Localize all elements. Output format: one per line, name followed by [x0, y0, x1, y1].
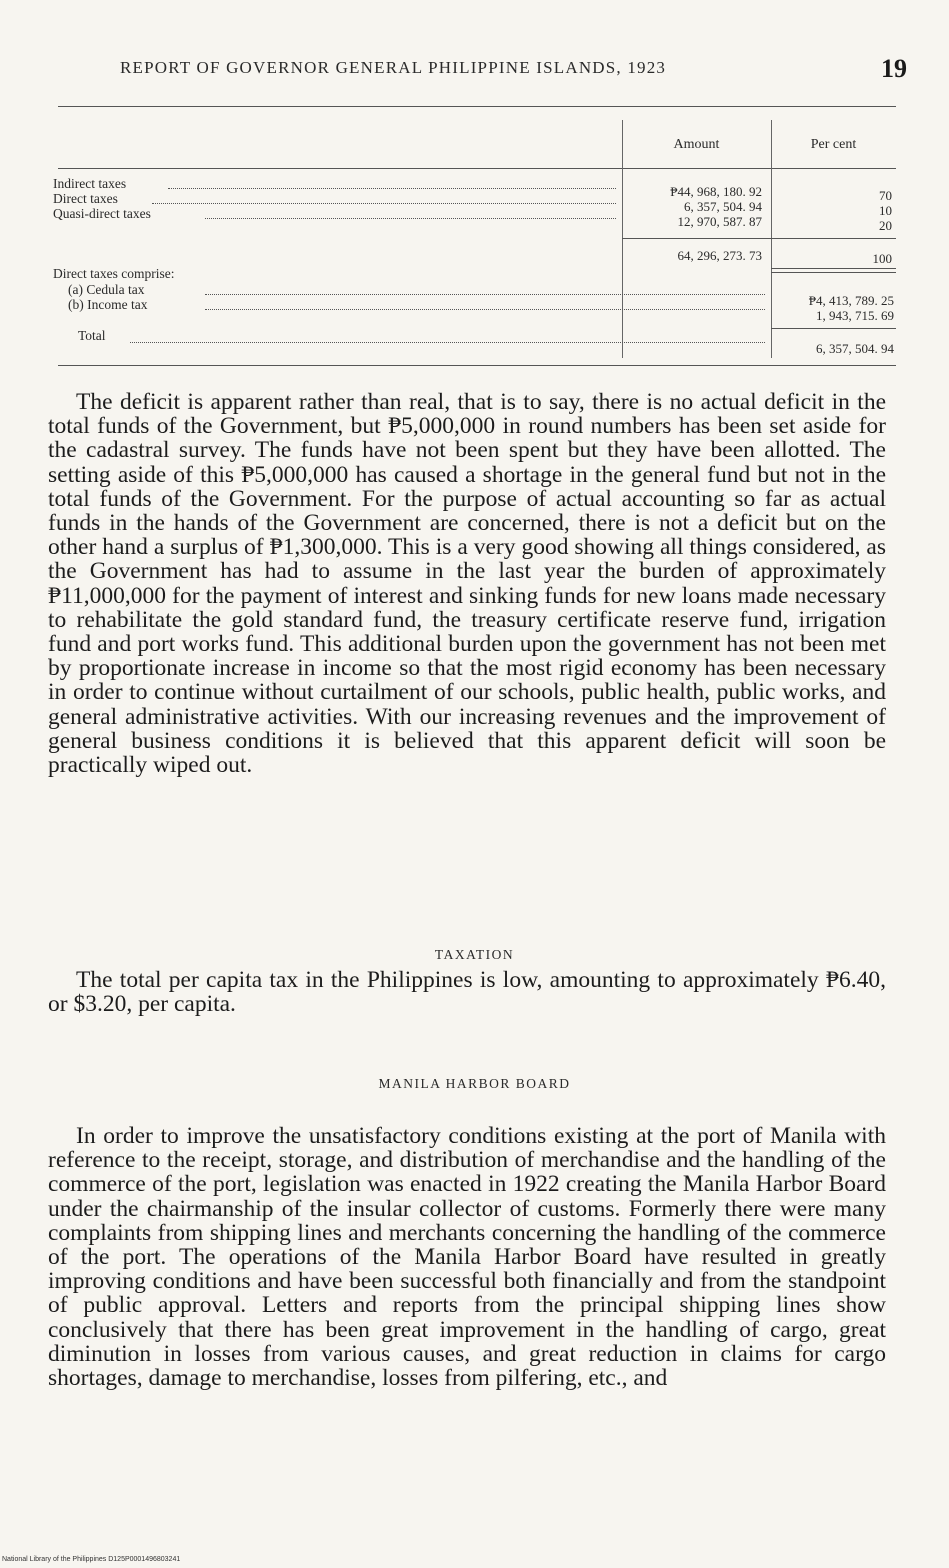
leader-dots	[130, 341, 765, 343]
table-divider-amount	[622, 120, 623, 358]
total-rule	[771, 328, 896, 329]
table-row-label: Quasi-direct taxes	[53, 206, 151, 221]
table-row-percent: 10	[879, 203, 892, 218]
paragraph-taxation: The total per capita tax in the Philippines is low, amounting to approximately ₱6.40, or $3.20, per capita.	[48, 967, 886, 1018]
direct-tax-value: ₱4, 413, 789. 25	[808, 293, 894, 308]
subtotal-rule	[622, 238, 896, 239]
scan-credit: National Library of the Philippines D125P0001496803241	[2, 1556, 181, 1563]
paragraph-harbor-board: In order to improve the unsatisfactory conditions existing at the port of Manila with reference to the receipt, storage, and distribution of merchandise and the handling of the commerce of the port, legislation was enacted in 1922 creating the Manila Harbor Board under the chairmanship of the insular collector of customs. Formerly there were many complaints from shipping lines and merchants concerning the handling of the commerce of the port. The operations of the Manila Harbor Board have resulted in greatly improving conditions and have been successful both financially and from the standpoint of public approval. Letters and reports from the principal shipping lines show conclusively that there has been great improvement in the handling of cargo, great diminution in losses from various causes, and great reduction in claims for cargo shortages, damage to merchandise, losses from pilfering, etc., and	[48, 1123, 886, 1392]
column-header-amount: Amount	[673, 137, 720, 152]
table-row-label: Indirect taxes	[53, 176, 127, 191]
direct-taxes-heading: Direct taxes comprise:	[53, 266, 175, 281]
paragraph-deficit: The deficit is apparent rather than real, that is to say, there is no actual deficit in the total funds of the Government, but ₱5,000,000 in round numbers has been set aside for the cadastral survey. The funds have not been spent but they have been allotted. The setting aside of this ₱5,000,000 has caused a shortage in the general fund but not in the total funds of the Government. For the purpose of actual accounting so far as actual funds in the hands of the Government are concerned, there is not a deficit but on the other hand a surplus of ₱1,300,000. This is a very good showing all things considered, as the Government has had to assume in the last year the burden of approximately ₱11,000,000 for the payment of interest and sinking funds for new loans made necessary to rehabilitate the gold standard fund, the treasury certificate reserve fund, irrigation fund and port works fund. This additional burden upon the government has not been met by proportionate increase in income so that the most rigid economy has been necessary in order to continue without curtailment of our schools, public health, public works, and general administrative activities. With our increasing revenues and the improvement of general business conditions it is believed that this apparent deficit will soon be practically wiped out.	[48, 389, 886, 779]
table-bottom-rule	[58, 365, 896, 366]
table-row-amount: 6, 357, 504. 94	[684, 199, 762, 214]
leader-dots	[205, 217, 616, 219]
direct-tax-value: 1, 943, 715. 69	[816, 308, 894, 323]
table-top-rule	[58, 106, 896, 107]
leader-dots	[168, 187, 616, 189]
section-heading-taxation: TAXATION	[434, 947, 515, 962]
direct-tax-label: (b) Income tax	[68, 297, 148, 312]
table-row-label: Direct taxes	[53, 191, 118, 206]
leader-dots	[152, 202, 616, 204]
total-label: Total	[78, 328, 106, 343]
section-heading-harbor-board: MANILA HARBOR BOARD	[378, 1076, 571, 1091]
table-row-amount: 12, 970, 587. 87	[677, 214, 762, 229]
total-value: 6, 357, 504. 94	[816, 341, 894, 356]
column-header-percent: Per cent	[810, 137, 857, 152]
table-row-percent: 20	[879, 218, 892, 233]
sum-amount: 64, 296, 273. 73	[677, 248, 762, 263]
leader-dots	[205, 293, 765, 295]
sum-double-rule	[771, 268, 896, 273]
leader-dots	[205, 308, 765, 310]
running-title: REPORT OF GOVERNOR GENERAL PHILIPPINE ISLANDS, 1923	[120, 58, 667, 77]
page-number: 19	[881, 54, 907, 83]
sum-percent: 100	[872, 251, 892, 266]
table-row-percent: 70	[879, 188, 892, 203]
direct-tax-label: (a) Cedula tax	[68, 282, 145, 297]
table-row-amount: ₱44, 968, 180. 92	[670, 184, 762, 199]
